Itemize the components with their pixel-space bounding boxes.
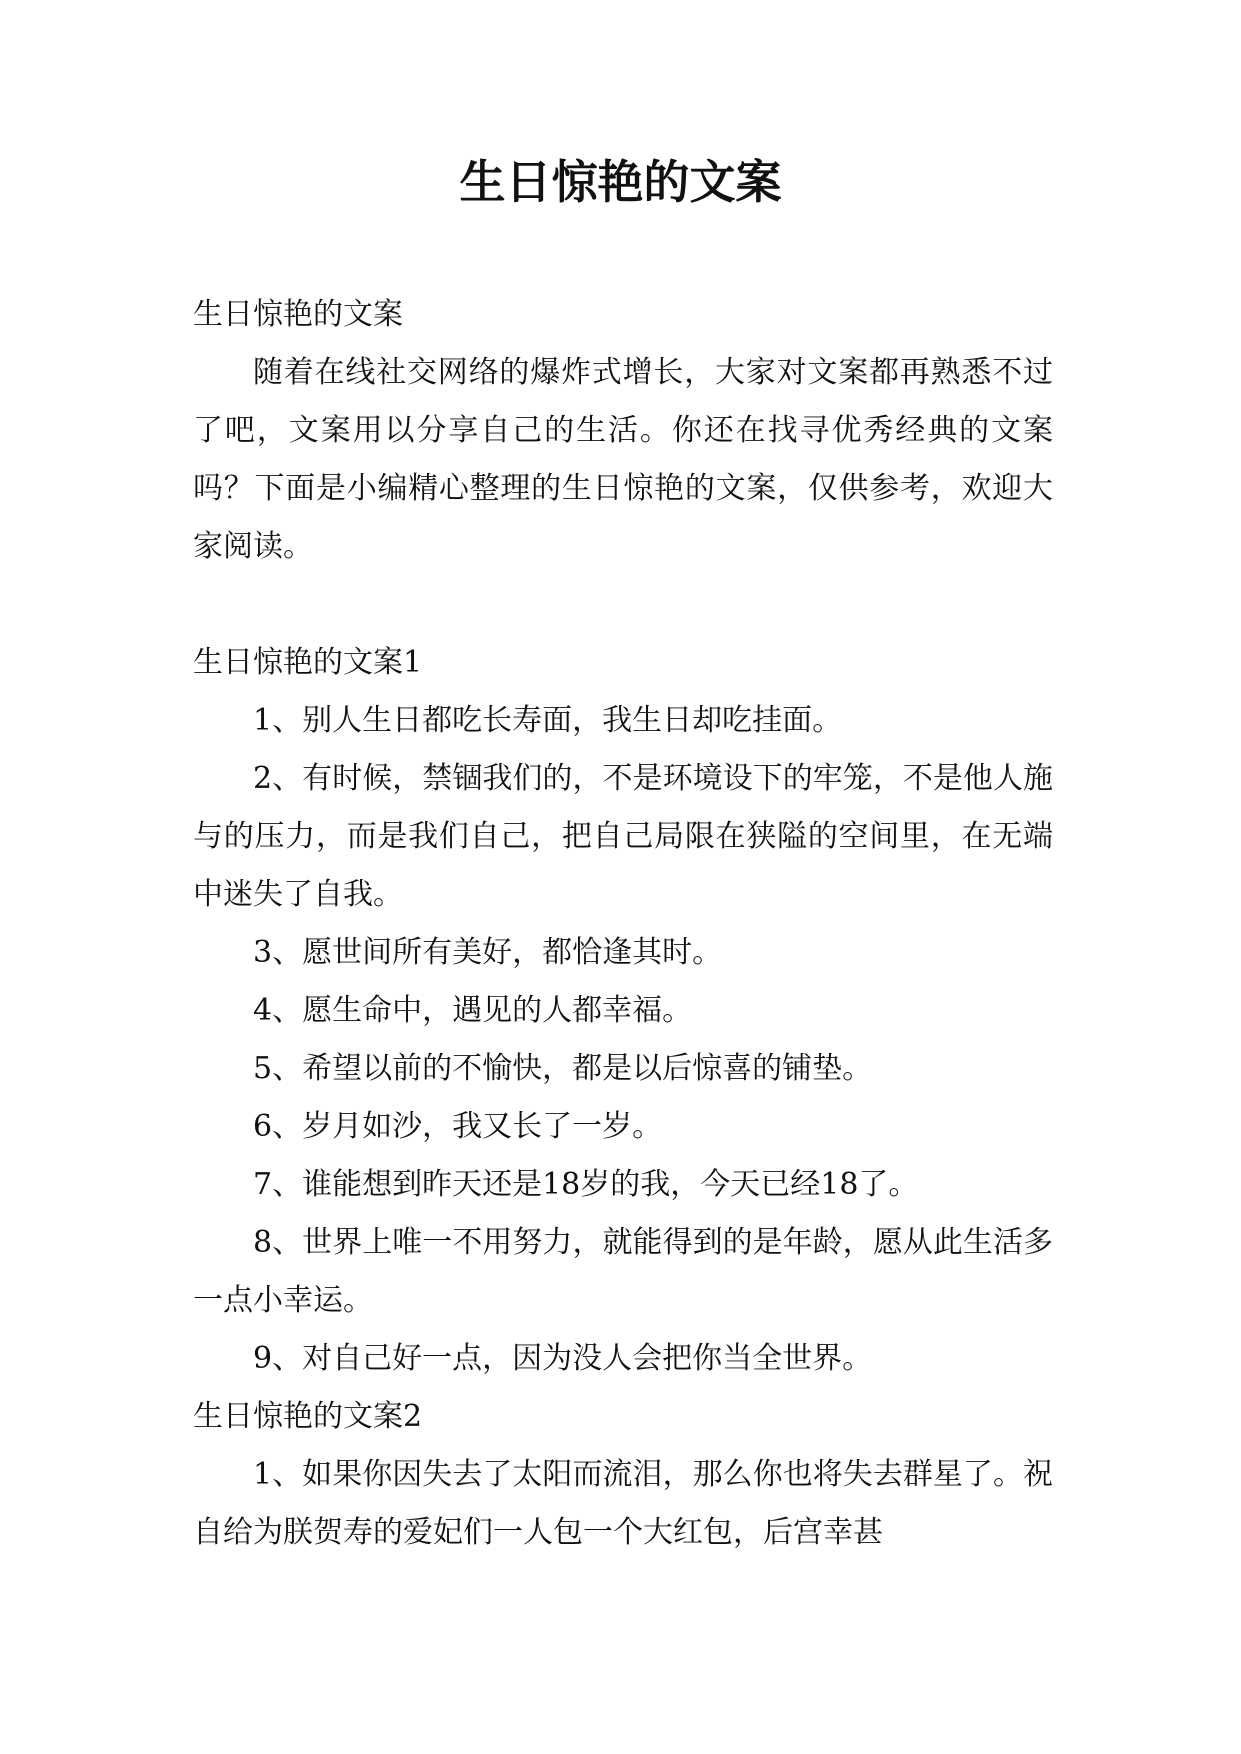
document-body [193, 286, 1053, 1562]
document-subtitle: 生日惊艳的文案 [193, 297, 403, 332]
list-item: 2、有时候，禁锢我们的，不是环境设下的牢笼，不是他人施与的压力，而是我们自己，把自己局限在狭隘的空间里，在无端中迷失了自我。 [193, 761, 1053, 912]
list-item: 3、愿世间所有美好，都恰逢其时。 [253, 935, 723, 970]
list-item: 1、别人生日都吃长寿面，我生日却吃挂面。 [253, 703, 843, 738]
section-heading-1: 生日惊艳的文案1 [193, 645, 423, 680]
list-item: 8、世界上唯一不用努力，就能得到的是年龄，愿从此生活多一点小幸运。 [193, 1225, 1053, 1318]
list-item: 9、对自己好一点，因为没人会把你当全世界。 [253, 1341, 873, 1376]
list-item: 6、岁月如沙，我又长了一岁。 [253, 1109, 663, 1144]
list-item: 5、希望以前的不愉快，都是以后惊喜的铺垫。 [253, 1051, 873, 1086]
paragraph-gap [193, 576, 1053, 634]
intro-paragraph: 随着在线社交网络的爆炸式增长，大家对文案都再熟悉不过了吧，文案用以分享自己的生活。你还在找寻优秀经典的文案吗？下面是小编精心整理的生日惊艳的文案，仅供参考，欢迎大家阅读。 [193, 355, 1053, 564]
list-item: 1、如果你因失去了太阳而流泪，那么你也将失去群星了。祝自给为朕贺寿的爱妃们一人包一个大红包，后宫幸甚 [193, 1457, 1053, 1550]
list-item: 7、谁能想到昨天还是18岁的我，今天已经18了。 [253, 1167, 919, 1202]
page-title: 生日惊艳的文案 [459, 155, 782, 209]
section-heading-2: 生日惊艳的文案2 [193, 1399, 423, 1434]
list-item: 4、愿生命中，遇见的人都幸福。 [253, 993, 693, 1028]
